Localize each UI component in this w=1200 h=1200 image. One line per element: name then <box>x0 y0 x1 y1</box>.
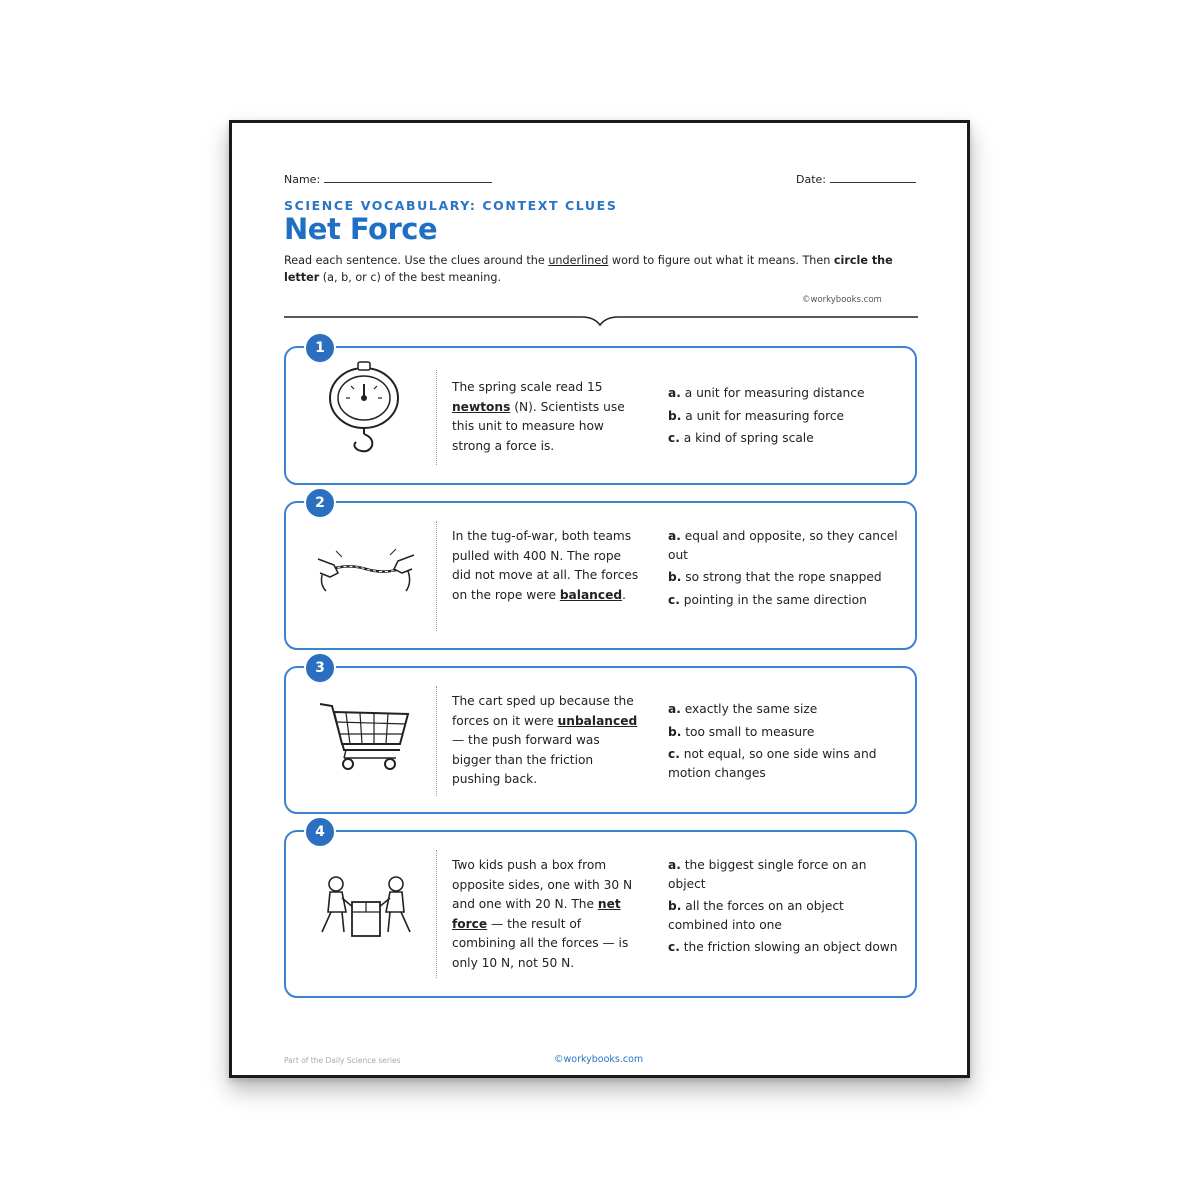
option-a[interactable] <box>668 856 898 893</box>
footer-series: Part of the Daily Science series <box>284 1056 401 1065</box>
sentence-text: Two kids push a box from opposite sides, one with 30 N and one with 20 N. The <box>452 858 633 911</box>
question-number-badge: 1 <box>304 332 336 364</box>
question-number-badge: 4 <box>304 816 336 848</box>
option-letter[interactable]: b. <box>668 570 682 584</box>
option-text: not equal, so one side wins and motion changes <box>668 747 877 780</box>
instructions-bold: circle the letter <box>284 254 893 284</box>
instructions-underlined: underlined <box>548 254 609 267</box>
option-letter[interactable]: c. <box>668 747 680 761</box>
option-letter[interactable]: a. <box>668 702 681 716</box>
option-text: a unit for measuring force <box>685 408 845 423</box>
name-label: Name: <box>284 173 321 186</box>
answer-options <box>668 527 898 613</box>
option-text: a kind of spring scale <box>683 431 814 445</box>
option-c[interactable] <box>668 938 898 957</box>
question-sentence <box>452 378 642 456</box>
question-sentence <box>452 856 642 973</box>
sentence-text: — the result of combining all the forces — is only 10 N, not 50 N. <box>452 916 629 970</box>
name-field <box>284 173 492 186</box>
option-letter[interactable]: c. <box>668 431 680 445</box>
option-c[interactable] <box>668 429 898 448</box>
option-text: pointing in the same direction <box>683 592 867 607</box>
sentence-text: . <box>622 587 626 602</box>
name-blank[interactable] <box>324 182 492 183</box>
date-blank[interactable] <box>830 182 916 183</box>
card-divider <box>436 521 437 631</box>
option-b[interactable] <box>668 407 898 426</box>
option-b[interactable] <box>668 897 898 934</box>
question-sentence <box>452 692 642 790</box>
option-text: the friction slowing an object down <box>683 940 898 954</box>
option-letter[interactable]: a. <box>668 386 681 400</box>
sentence-text: (N). Scientists use this unit to measure how strong a force is. <box>452 399 625 453</box>
option-text: too small to measure <box>685 724 815 739</box>
sentence-text: The cart sped up because the forces on it were <box>452 694 634 728</box>
card-divider <box>436 850 437 978</box>
option-text: the biggest single force on an object <box>668 858 867 891</box>
card-divider <box>436 370 437 465</box>
question-card-3 <box>284 660 917 814</box>
vocabulary-word: balanced <box>559 587 623 602</box>
tug-of-war-rope-icon <box>316 541 416 605</box>
worksheet-page <box>229 120 970 1078</box>
shopping-cart-icon <box>316 698 416 782</box>
option-text: equal and opposite, so they cancel out <box>668 529 898 562</box>
page-title: Net Force <box>284 212 438 246</box>
sentence-text: In the tug-of-war, both teams pulled with 400 N. The rope did not move at all. The forces on the rope were <box>452 529 639 602</box>
sentence-text: — the push forward was bigger than the friction pushing back. <box>452 733 600 786</box>
option-letter[interactable]: b. <box>668 724 682 739</box>
header-divider <box>282 309 922 331</box>
option-b[interactable] <box>668 568 898 587</box>
answer-options <box>668 384 898 452</box>
spring-scale-icon <box>316 358 416 462</box>
option-letter[interactable]: c. <box>668 592 680 607</box>
question-card-1 <box>284 340 917 485</box>
instructions-text-1: Read each sentence. Use the clues around the <box>284 254 549 267</box>
question-number-badge: 3 <box>304 652 336 684</box>
kids-pushing-box-icon <box>316 872 416 956</box>
option-letter[interactable]: a. <box>668 529 681 543</box>
option-text: exactly the same size <box>684 702 818 716</box>
option-text: so strong that the rope snapped <box>685 570 882 584</box>
option-a[interactable] <box>668 700 898 719</box>
date-field <box>796 173 916 186</box>
footer-site-link[interactable]: ©workybooks.com <box>554 1054 644 1065</box>
option-text: a unit for measuring distance <box>684 386 865 400</box>
option-text: all the forces on an object combined into one <box>668 899 844 932</box>
copyright: ©workybooks.com <box>802 295 882 305</box>
date-label: Date: <box>796 173 826 186</box>
section-kicker: SCIENCE VOCABULARY: CONTEXT CLUES <box>284 198 618 213</box>
answer-options <box>668 856 898 961</box>
vocabulary-word: newtons <box>452 399 511 414</box>
option-a[interactable] <box>668 384 898 403</box>
option-letter[interactable]: b. <box>668 899 682 913</box>
question-sentence <box>452 527 642 605</box>
instructions-text-2: word to figure out what it means. Then <box>608 254 834 267</box>
question-number-badge: 2 <box>304 487 336 519</box>
question-card-4 <box>284 824 917 998</box>
option-letter[interactable]: b. <box>668 408 682 423</box>
option-c[interactable] <box>668 745 898 782</box>
card-divider <box>436 686 437 796</box>
option-letter[interactable]: a. <box>668 858 681 872</box>
question-card-2 <box>284 495 917 650</box>
vocabulary-word: unbalanced <box>557 713 638 728</box>
answer-options <box>668 700 898 786</box>
option-b[interactable] <box>668 723 898 742</box>
option-a[interactable] <box>668 527 898 564</box>
option-letter[interactable]: c. <box>668 940 680 954</box>
sentence-text: The spring scale read 15 <box>452 380 603 394</box>
instructions <box>284 252 914 286</box>
instructions-text-3: (a, b, or c) of the best meaning. <box>319 271 502 284</box>
option-c[interactable] <box>668 591 898 610</box>
vocabulary-word: net force <box>452 897 621 931</box>
